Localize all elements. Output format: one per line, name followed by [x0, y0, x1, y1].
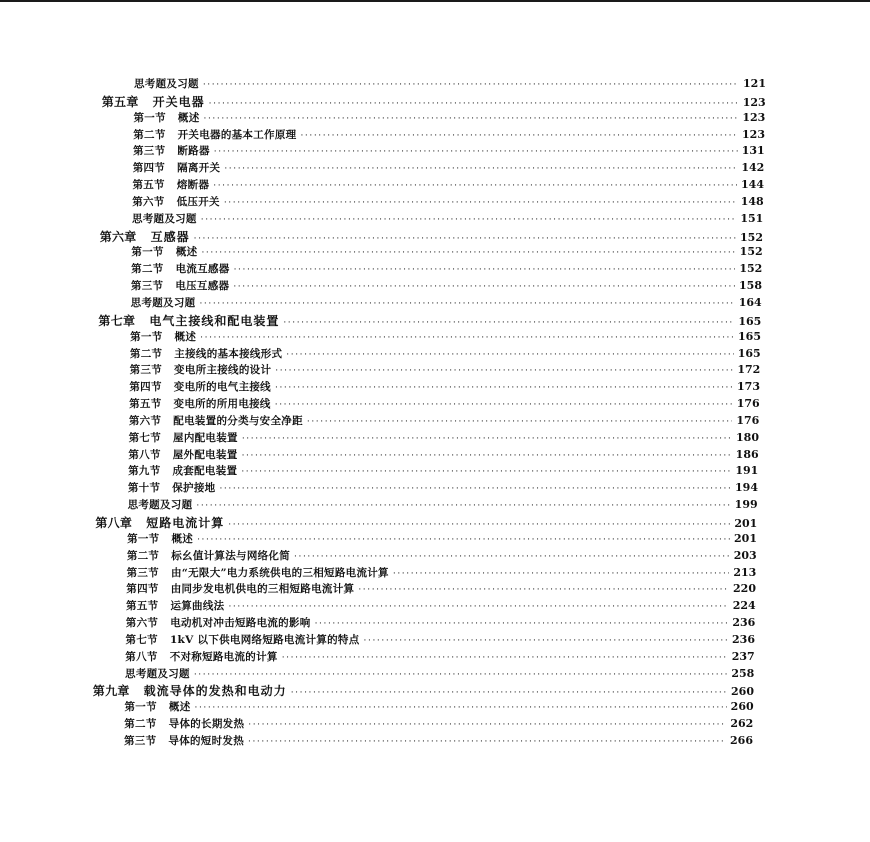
toc-leader-dots: [201, 215, 737, 225]
toc-label: 第六节: [132, 195, 165, 208]
toc-page-number: 266: [730, 734, 753, 747]
toc-section-row: [128, 447, 758, 463]
toc-page-number: 123: [742, 110, 766, 124]
toc-page-number: 152: [740, 230, 763, 244]
toc-leader-dots: [300, 131, 738, 141]
toc-label: 第四节: [126, 583, 159, 596]
toc-leader-dots: [213, 181, 737, 191]
toc-label: 思考题及习题: [130, 297, 196, 309]
toc-label: 第八节: [125, 650, 158, 663]
toc-label: 第八节: [128, 448, 161, 461]
toc-leader-dots: [194, 670, 728, 680]
toc-label: 第六节: [128, 414, 162, 427]
toc-section-row: [129, 379, 760, 395]
toc-title: 保护接地: [172, 482, 216, 495]
toc-chapter-row: [95, 514, 757, 530]
toc-section-row: [130, 346, 761, 362]
toc-title: 互感器: [150, 229, 190, 244]
toc-title: 电流互感器: [175, 263, 230, 276]
toc-review-row: [132, 211, 763, 227]
toc-page-number: 236: [732, 632, 755, 646]
toc-section-row: [130, 329, 761, 345]
toc-title: 短路电流计算: [146, 516, 225, 530]
toc-leader-dots: [291, 688, 727, 698]
toc-section-row: [132, 177, 764, 193]
toc-label: 第七节: [125, 633, 158, 646]
toc-page-number: 121: [743, 77, 766, 90]
toc-page-number: 213: [733, 565, 757, 579]
toc-leader-dots: [282, 653, 728, 663]
toc-leader-dots: [203, 80, 739, 90]
toc-page-number: 236: [732, 616, 756, 630]
toc-section-row: [127, 548, 757, 564]
toc-label: 第五章: [101, 94, 139, 109]
toc-section-row: [129, 396, 760, 412]
toc-section-row: [133, 160, 765, 176]
toc-leader-dots: [201, 248, 735, 258]
toc-leader-dots: [242, 434, 732, 444]
toc-title: 电压互感器: [175, 280, 230, 293]
toc-title: 概述: [171, 532, 194, 545]
toc-page-number: 203: [733, 548, 757, 562]
toc-label: 第二节: [129, 347, 163, 360]
toc-section-row: [129, 413, 759, 429]
toc-leader-dots: [196, 501, 730, 511]
toc-page-number: 176: [736, 397, 760, 411]
toc-label: 思考题及习题: [134, 78, 199, 90]
toc-page-number: 194: [735, 481, 758, 495]
toc-leader-dots: [315, 619, 729, 629]
toc-leader-dots: [275, 383, 733, 393]
toc-section-row: [125, 699, 754, 715]
toc-label: 第二节: [124, 718, 157, 731]
toc-label: 第一节: [130, 330, 163, 343]
toc-section-row: [125, 649, 754, 665]
toc-label: 第一节: [124, 701, 157, 714]
toc-page-number: 165: [738, 314, 762, 328]
toc-section-row: [124, 716, 753, 732]
toc-title: 成套配电装置: [172, 465, 238, 478]
toc-leader-dots: [275, 400, 733, 410]
toc-page-number: 123: [742, 127, 765, 141]
toc-title: 电动机对冲击短路电流的影响: [170, 617, 311, 630]
toc-label: 第六节: [125, 617, 159, 630]
toc-page-number: 201: [734, 531, 757, 545]
toc-review-row: [128, 497, 758, 513]
toc-label: 第八章: [95, 516, 133, 530]
toc-page-number: 152: [739, 262, 763, 276]
toc-leader-dots: [233, 282, 735, 292]
toc-leader-dots: [241, 467, 731, 477]
toc-title: 标幺值计算法与网络化简: [171, 549, 291, 562]
toc-label: 第二节: [126, 549, 160, 562]
toc-section-row: [127, 565, 757, 581]
toc-leader-dots: [228, 602, 728, 612]
toc-label: 第四节: [129, 381, 162, 394]
toc-leader-dots: [195, 703, 727, 713]
toc-title: 主接线的基本接线形式: [174, 347, 283, 360]
toc-section-row: [131, 261, 762, 277]
toc-leader-dots: [307, 417, 732, 427]
toc-title: 熔断器: [176, 179, 210, 192]
toc-label: 第十节: [127, 482, 161, 495]
toc-page-number: 176: [736, 413, 760, 427]
toc-page-number: 258: [731, 666, 755, 680]
toc-page-number: 131: [741, 144, 765, 158]
toc-label: 思考题及习题: [127, 499, 193, 512]
toc-section-row: [127, 531, 757, 547]
toc-section-row: [132, 194, 763, 210]
toc-title: 导体的短时发热: [168, 735, 245, 747]
toc-label: 第三节: [132, 145, 166, 158]
toc-title: 概述: [175, 246, 198, 259]
toc-label: 第一节: [133, 111, 166, 124]
toc-review-row: [134, 76, 766, 92]
toc-leader-dots: [248, 737, 726, 747]
toc-section-row: [133, 143, 765, 159]
toc-page-number: 144: [741, 178, 764, 192]
toc-label: 思考题及习题: [125, 667, 190, 680]
toc-leader-dots: [283, 318, 734, 328]
toc-title: 变电所的所用电接线: [173, 398, 271, 411]
toc-leader-dots: [199, 299, 734, 309]
toc-page-number: 186: [735, 447, 759, 461]
toc-label: 第四节: [132, 162, 166, 175]
toc-title: 隔离开关: [177, 162, 221, 175]
toc-page-number: 148: [740, 194, 764, 208]
toc-leader-dots: [358, 585, 729, 595]
toc-leader-dots: [286, 350, 733, 360]
toc-leader-dots: [197, 535, 730, 545]
toc-page-number: 152: [739, 245, 763, 259]
toc-review-row: [125, 666, 754, 682]
toc-title: 概述: [168, 701, 191, 714]
toc-page-number: 164: [738, 296, 762, 309]
toc-leader-dots: [214, 147, 738, 157]
toc-title: 1kV 以下供电网络短路电流计算的特点: [169, 633, 360, 646]
toc-section-row: [126, 581, 756, 597]
toc-chapter-row: [100, 228, 763, 244]
toc-page-number: 191: [735, 464, 759, 478]
toc-section-row: [128, 463, 758, 479]
toc-page-number: 165: [738, 329, 761, 343]
toc-page-number: 172: [737, 363, 761, 377]
toc-review-row: [131, 295, 762, 311]
toc-leader-dots: [234, 265, 736, 275]
toc-leader-dots: [200, 333, 734, 343]
toc-section-row: [126, 632, 755, 648]
toc-title: 配电装置的分类与安全净距: [173, 414, 303, 427]
toc-section-row: [131, 244, 762, 260]
toc-chapter-row: [98, 312, 761, 328]
toc-section-row: [124, 733, 753, 749]
toc-chapter-row: [93, 682, 754, 698]
toc-leader-dots: [228, 520, 730, 530]
toc-page-number: 165: [737, 346, 761, 360]
toc-title: 载流导体的发热和电动力: [143, 684, 287, 699]
toc-chapter-row: [102, 93, 766, 109]
toc-section-row: [126, 598, 756, 614]
toc-label: 第七章: [98, 313, 136, 328]
toc-label: 第七节: [128, 431, 162, 444]
toc-title: 由同步发电机供电的三相短路电流计算: [170, 583, 355, 596]
toc-label: 思考题及习题: [131, 212, 197, 225]
toc-leader-dots: [224, 198, 737, 208]
toc-label: 第二节: [133, 128, 166, 141]
toc-label: 第五节: [132, 179, 165, 192]
toc-page-number: 199: [734, 498, 758, 512]
toc-leader-dots: [204, 114, 739, 124]
toc-leader-dots: [364, 636, 728, 646]
toc-section-row: [133, 110, 765, 126]
toc-page-number: 260: [730, 700, 754, 714]
toc-title: 不对称短路电流的计算: [169, 650, 278, 663]
toc-title: 概述: [177, 111, 200, 124]
toc-label: 第三节: [130, 280, 164, 293]
toc-title: 低压开关: [176, 195, 220, 208]
toc-label: 第五节: [129, 398, 162, 411]
toc-title: 开关电器: [152, 94, 205, 109]
toc-title: 屋外配电装置: [172, 448, 238, 461]
toc-title: 开关电器的基本工作原理: [177, 128, 297, 141]
toc-page-number: 201: [734, 517, 758, 530]
toc-page-number: 173: [737, 380, 760, 394]
toc-label: 第九节: [128, 465, 161, 478]
toc-label: 第三节: [124, 735, 157, 747]
toc-leader-dots: [294, 552, 730, 562]
toc-page-number: 262: [730, 717, 754, 731]
toc-section-row: [131, 278, 762, 294]
toc-section-row: [133, 127, 765, 143]
toc-section-row: [126, 615, 756, 631]
toc-section-row: [130, 362, 761, 378]
toc-leader-dots: [194, 234, 736, 244]
toc-page-number: 142: [741, 161, 765, 175]
toc-title: 运算曲线法: [170, 600, 225, 613]
toc-label: 第一节: [127, 532, 160, 545]
toc-title: 概述: [174, 330, 197, 343]
toc-title: 变电所的电气主接线: [173, 381, 271, 394]
toc-page-number: 151: [740, 211, 764, 225]
toc-leader-dots: [224, 164, 737, 174]
toc-page-number: 158: [739, 279, 762, 293]
toc-leader-dots: [209, 99, 739, 109]
toc-section-row: [128, 480, 758, 496]
toc-leader-dots: [219, 484, 731, 494]
toc-page-number: 237: [731, 649, 755, 663]
toc-label: 第三节: [129, 364, 163, 377]
toc-title: 导体的长期发热: [168, 718, 245, 731]
toc-page-number: 224: [732, 599, 756, 613]
toc-page-number: 123: [742, 95, 766, 109]
toc-title: 屋内配电装置: [173, 431, 238, 444]
toc-page-number: 220: [733, 582, 756, 596]
toc-leader-dots: [248, 720, 726, 730]
toc-label: 第一节: [131, 246, 164, 259]
toc-title: 断路器: [177, 145, 210, 158]
toc-title: 变电所主接线的设计: [174, 364, 272, 377]
toc-section-row: [129, 430, 759, 446]
toc-leader-dots: [242, 451, 732, 461]
toc-label: 第二节: [131, 263, 164, 276]
toc-page-number: 260: [731, 685, 754, 699]
toc-label: 第三节: [126, 566, 159, 579]
toc-title: 由“无限大”电力系统供电的三相短路电流计算: [170, 566, 389, 579]
toc-leader-dots: [393, 569, 730, 579]
toc-label: 第九章: [92, 684, 130, 699]
toc-label: 第六章: [99, 229, 137, 244]
toc-page-number: 180: [736, 430, 759, 444]
toc-leader-dots: [275, 366, 733, 376]
toc-label: 第五节: [126, 600, 159, 613]
toc-title: 电气主接线和配电装置: [149, 313, 280, 328]
